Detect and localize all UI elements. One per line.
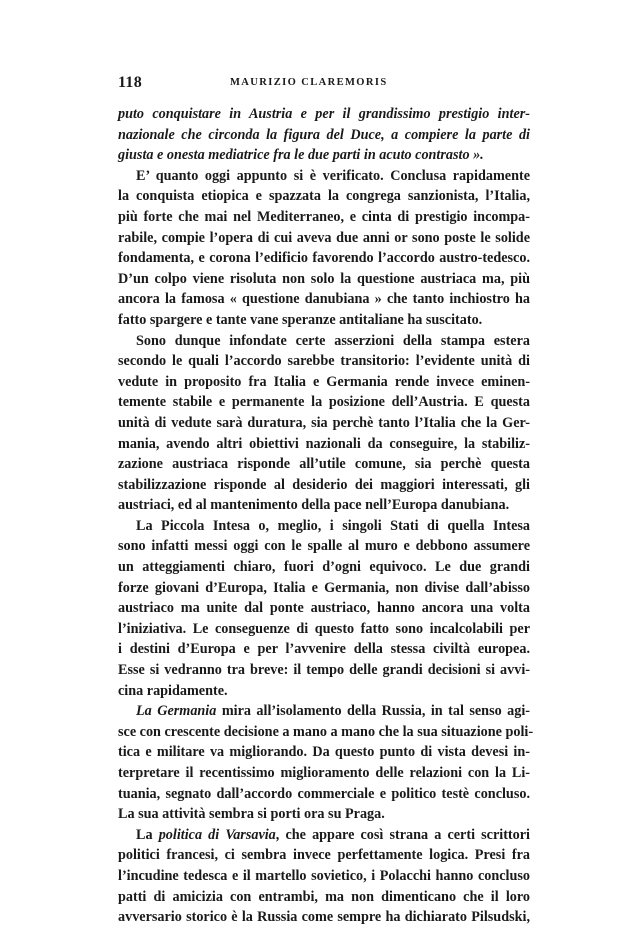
text-line: forze giovani d’Europa, Italia e Germania, non divise dall’abisso — [118, 579, 530, 596]
paragraph-start-line — [118, 825, 530, 846]
paragraph-start-line: La Piccola Intesa o, meglio, i singoli Stati di quella Intesa — [136, 517, 530, 534]
text-line: fatto spargere e tante vane speranze antitaliane ha suscitato. — [118, 311, 483, 328]
paragraph-start-line: E’ quanto oggi appunto si è verificato. Conclusa rapidamente — [136, 167, 530, 184]
text-line: secondo le quali l’accordo sarebbe transitorio: l’evidente unità di — [118, 353, 530, 370]
text-line: zazione austriaca risponde all’utile comune, sia perchè questa — [118, 456, 530, 473]
text-line: tuania, segnato dall’accordo commerciale e politico testè concluso. — [118, 785, 530, 802]
text-line: l’incudine tedesca e il martello sovietico, i Polacchi hanno concluso — [118, 867, 530, 884]
text-line: più forte che mai nel Mediterraneo, e cinta di prestigio incompa- — [118, 208, 530, 225]
page-header — [118, 74, 518, 96]
text-line: l’iniziativa. Le conseguenze di questo fatto sono incalcolabili per — [118, 620, 530, 637]
text-line: mania, avendo altri obiettivi nazionali da conseguire, la stabiliz- — [118, 435, 530, 452]
body-text — [118, 104, 534, 928]
text-line: unità di vedute sarà duratura, sia perchè tanto l’Italia che la Ger- — [118, 414, 530, 431]
paragraph-start-line: Sono dunque infondate certe asserzioni della stampa estera — [136, 332, 530, 349]
text-fragment: La — [136, 826, 159, 843]
text-line: sono infatti messi oggi con le spalle al muro e debbono assumere — [118, 538, 530, 555]
text-fragment: mira all’isolamento della Russia, in tal senso agi- — [221, 703, 530, 720]
emphasis-varsavia: politica di Varsavia — [158, 826, 276, 843]
text-line: stabilizzazione risponde al desiderio dei maggiori interessati, gli — [118, 476, 530, 493]
emphasis-germania: La Germania — [136, 703, 217, 720]
text-line: Esse si vedranno tra breve: il tempo delle grandi decisioni si avvi- — [118, 662, 530, 679]
text-line: la conquista etiopica e spazzata la congrega sanzionista, l’Italia, — [118, 188, 530, 205]
text-line: un atteggiamenti chiaro, fuori d’ogni equivoco. Le due grandi — [118, 559, 530, 576]
text-line: D’un colpo viene risoluta non solo la questione austriaca ma, più — [118, 270, 530, 287]
text-line: avversario storico è la Russia come sempre ha dichiarato Pilsudski, — [118, 909, 530, 926]
text-line: puto conquistare in Austria e per il grandissimo prestigio inter- — [118, 106, 530, 122]
text-line: i destini d’Europa e per l’avvenire della stessa civiltà europea. — [118, 641, 530, 658]
text-line: austriaci, ed al mantenimento della pace nell’Europa danubiana. — [118, 497, 510, 514]
text-line: rabile, compie l’opera di cui aveva due anni or sono poste le solide — [118, 229, 530, 246]
text-line: La sua attività sembra si porti ora su Praga. — [118, 806, 385, 823]
text-line: austriaco ma unite dal ponte austriaco, hanno ancora una volta — [118, 600, 530, 617]
text-line: temente stabile e permanente la posizione dell’Austria. E questa — [118, 394, 530, 411]
text-line: politici francesi, ci sembra invece perfettamente logica. Presi fra — [118, 847, 530, 864]
text-line: ancora la famosa « questione danubiana » che tanto inchiostro ha — [118, 291, 530, 308]
text-line: tica e militare va migliorando. Da questo punto di vista devesi in- — [118, 744, 530, 761]
text-line: nazionale che circonda la figura del Duce, a compiere la parte di — [118, 126, 530, 143]
text-line: vedute in proposito fra Italia e Germania rende invece eminen- — [118, 373, 530, 390]
text-line: fondamenta, e corona l’edificio favorendo l’accordo austro-tedesco. — [118, 250, 530, 267]
running-head: MAURIZIO CLAREMORIS — [230, 77, 388, 88]
text-line: terpretare il recentissimo miglioramento delle relazioni con la Li- — [118, 765, 530, 781]
text-line: sce con crescente decisione a mano a mano che la sua situazione poli- — [118, 723, 534, 740]
page-number: 118 — [118, 74, 143, 91]
text-line: cina rapidamente. — [118, 682, 228, 699]
text-line: patti di amicizia con entrambi, ma non dimenticano che il loro — [118, 888, 530, 905]
paragraph-start-line — [118, 701, 530, 722]
text-line: giusta e onesta mediatrice fra le due parti in acuto contrasto ». — [118, 147, 484, 164]
text-fragment: , che appare così strana a certi scrittori — [275, 826, 530, 843]
